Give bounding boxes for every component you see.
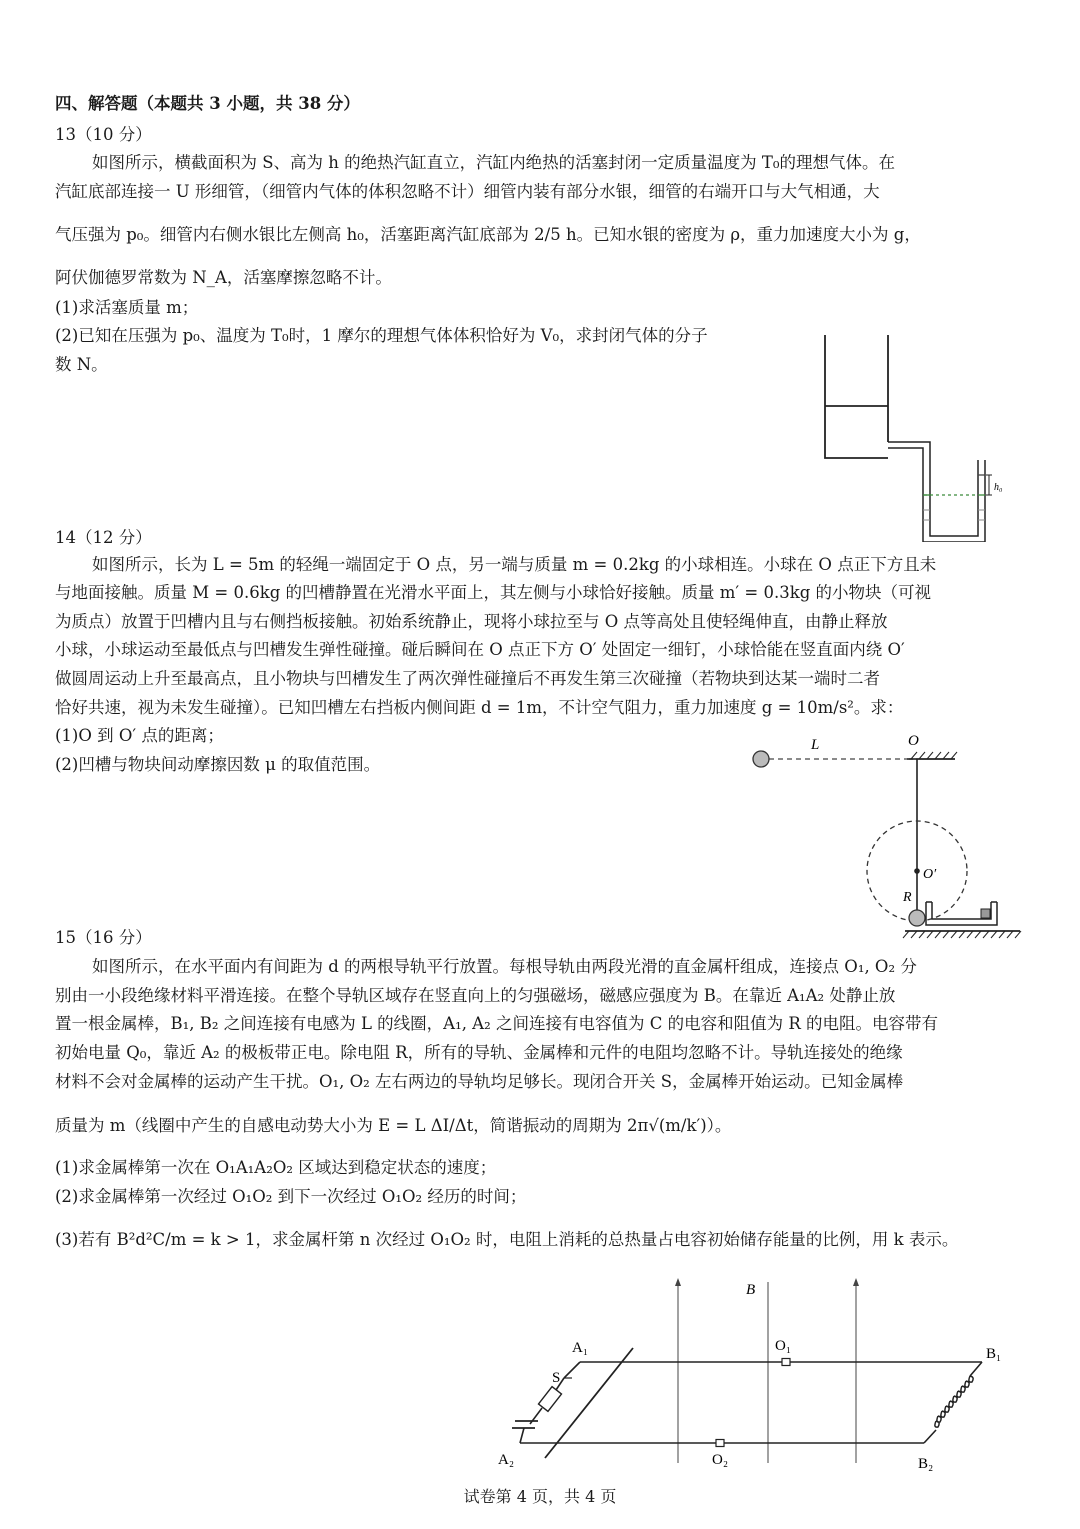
q13-line: 汽缸底部连接一 U 形细管，（细管内气体的体积忽略不计）细管内装有部分水银，细管的右端开口与大气相通，大: [55, 182, 880, 201]
q14-line: 小球，小球运动至最低点与凹槽发生弹性碰撞。碰后瞬间在 O 点正下方 O′ 处固定一细钉，小球恰能在竖直面内绕 O′: [55, 640, 905, 659]
q14-line: 恰好共速，视为未发生碰撞）。已知凹槽左右挡板内侧间距 d = 1m，不计空气阻力，重力加速度 g = 10m/s²。求：: [55, 698, 904, 717]
q14-question-1: (1)O 到 O′ 点的距离；: [55, 726, 224, 745]
S-label: S: [552, 1370, 561, 1386]
q13-question-2: (2)已知在压强为 p₀、温度为 T₀时，1 摩尔的理想气体体积恰好为 V₀，求封闭气体的分子: [55, 326, 708, 345]
O2-label: O₂: [712, 1452, 729, 1468]
q15-line: 置一根金属棒，B₁, B₂ 之间连接有电感为 L 的线圈，A₁, A₂ 之间连接有电容值为 C 的电容和阻值为 R 的电阻。电容带有: [55, 1014, 938, 1033]
q14-line: 如图所示，长为 L = 5m 的轻绳一端固定于 O 点，另一端与质量 m = 0.2kg 的小球相连。小球在 O 点正下方且未: [92, 555, 937, 574]
A2-label: A₂: [498, 1452, 515, 1468]
q15-number: 15（16 分）: [55, 928, 152, 947]
A1-label: A₁: [572, 1340, 589, 1356]
q13-question-1: (1)求活塞质量 m；: [55, 298, 199, 317]
q14-line: 为质点）放置于凹槽内且与右侧挡板接触。初始系统静止，现将小球拉至与 O 点等高处且使轻绳伸直，由静止释放: [55, 612, 888, 631]
q14-number: 14（12 分）: [55, 528, 152, 547]
q13-cylinder-figure: [815, 330, 1015, 542]
q13-line: 阿伏伽德罗常数为 N_A，活塞摩擦忽略不计。: [55, 268, 392, 287]
q13-line: 数 N。: [55, 355, 108, 374]
section-heading: 四、解答题（本题共 3 小题，共 38 分）: [55, 94, 360, 113]
q15-line: 材料不会对金属棒的运动产生干扰。O₁, O₂ 左右两边的导轨均足够长。现闭合开关 S，金属棒开始运动。已知金属棒: [55, 1072, 904, 1091]
q14-question-2: (2)凹槽与物块间动摩擦因数 μ 的取值范围。: [55, 755, 381, 774]
q14-line: 与地面接触。质量 M = 0.6kg 的凹槽静置在光滑水平面上，其左侧与小球恰好接触。质量 m′ = 0.3kg 的小物块（可视: [55, 583, 931, 602]
h0-label: h₀: [994, 482, 1003, 493]
B2-label: B₂: [918, 1456, 934, 1472]
q14-line: 做圆周运动上升至最高点，且小物块与凹槽发生了两次弹性碰撞后不再发生第三次碰撞（若物块到达某一端时二者: [55, 669, 880, 688]
q15-question-1: (1)求金属棒第一次在 O₁A₁A₂O₂ 区域达到稳定状态的速度；: [55, 1158, 497, 1177]
q15-question-3: (3)若有 B²d²C/m = k > 1，求金属杆第 n 次经过 O₁O₂ 时，电阻上消耗的总热量占电容初始储存能量的比例，用 k 表示。: [55, 1230, 959, 1249]
L-label: L: [811, 737, 820, 753]
O-label: O: [908, 733, 919, 749]
q13-number: 13（10 分）: [55, 125, 152, 144]
B-field-label: B: [746, 1282, 756, 1298]
q15-line: 如图所示，在水平面内有间距为 d 的两根导轨平行放置。每根导轨由两段光滑的直金属杆组成，连接点 O₁, O₂ 分: [92, 957, 917, 976]
O1-label: O₁: [775, 1338, 792, 1354]
q15-line: 别由一小段绝缘材料平滑连接。在整个导轨区域存在竖直向上的匀强磁场，磁感应强度为 B。在靠近 A₁A₂ 处静止放: [55, 986, 896, 1005]
page-footer: 试卷第 4 页，共 4 页: [463, 1487, 617, 1506]
q13-line: 气压强为 p₀。细管内右侧水银比左侧高 h₀，活塞距离汽缸底部为 2/5 h。已知水银的密度为 ρ，重力加速度大小为 g，: [55, 225, 921, 244]
q15-line: 质量为 m（线圈中产生的自感电动势大小为 E = L ΔI/Δt，简谐振动的周期为 2π√(m/k′)）。: [55, 1116, 732, 1135]
q13-line: 如图所示，横截面积为 S、高为 h 的绝热汽缸直立，汽缸内绝热的活塞封闭一定质量温度为 T₀的理想气体。在: [92, 153, 896, 172]
q15-question-2: (2)求金属棒第一次经过 O₁O₂ 到下一次经过 O₁O₂ 经历的时间；: [55, 1187, 527, 1206]
R-label: R: [903, 890, 912, 905]
O-prime-label: O′: [923, 867, 937, 882]
q14-pendulum-figure: [745, 725, 1030, 945]
q15-rail-figure: [490, 1268, 1020, 1478]
B1-label: B₁: [986, 1346, 1002, 1362]
q15-line: 初始电量 Q₀，靠近 A₂ 的极板带正电。除电阻 R，所有的导轨、金属棒和元件的电阻均忽略不计。导轨连接处的绝缘: [55, 1043, 903, 1062]
